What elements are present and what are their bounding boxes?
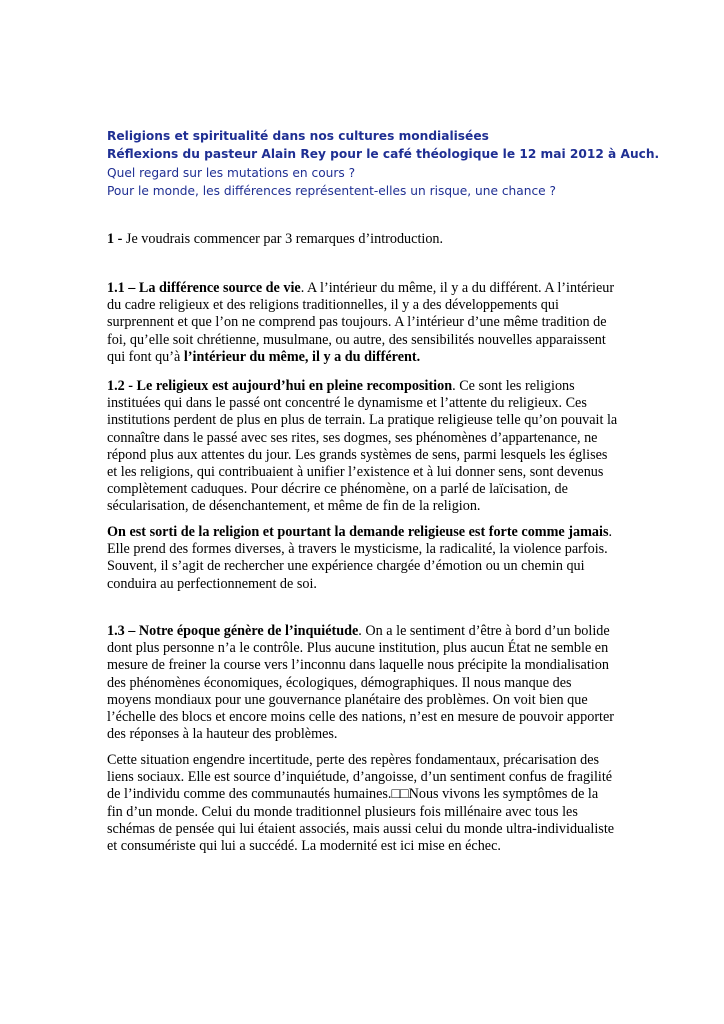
section-1-2-line: et les religions, qui contribuaient à unifier l’existence et à lui donner sens, sont devenus: [107, 464, 604, 481]
intro-number: 1 -: [107, 231, 123, 247]
section-1-3b-line: Cette situation engendre incertitude, perte des repères fondamentaux, précarisation des: [107, 752, 600, 768]
section-1-3b-line: et consumériste qui lui a succédé. La modernité est ici mise en échec.: [107, 838, 501, 855]
section-1-2: [107, 378, 619, 516]
section-1-2-line: complètement caduques. Pour décrire ce phénomène, on a parlé de laïcisation, de: [107, 481, 568, 498]
section-1-1-line: foi, qu’elle soit chrétienne, musulmane, ou autre, des sensibilités nouvelles apparaissent: [107, 331, 606, 348]
section-1-3b-line: de l’individu comme des communautés humaines.□□Nous vivons les symptômes de la: [107, 786, 599, 803]
header-question-2: Pour le monde, les différences représentent-elles un risque, une chance ?: [107, 184, 557, 199]
section-1-2-line: institutions perdent de plus en plus de terrain. La pratique religieuse telle qu’on pouvait la: [107, 412, 618, 429]
section-1-2-line: répond plus aux attentes du jour. Les grands systèmes de sens, parmi lesquels les églises: [107, 446, 608, 463]
section-1-3-line: des phénomènes économiques, écologiques, démographiques. Il nous manque des: [107, 674, 572, 691]
section-1-3b-line: liens sociaux. Elle est source d’inquiétude, d’angoisse, d’un sentiment confus de fragilité: [107, 769, 613, 786]
section-1-1-line: qui font qu’à: [107, 348, 184, 365]
section-1-3-line: moyens mondiaux pour une gouvernance planétaire des problèmes. On voit bien que: [107, 691, 588, 708]
section-1-3-line: . On a le sentiment d’être à bord d’un bolide: [358, 623, 610, 639]
section-1-2b-line: Souvent, il s’agit de rechercher une expérience chargée d’émotion ou un chemin qui: [107, 558, 585, 575]
section-1-3-line: mesure de freiner la course vers l’inconnu dans laquelle nous précipite la mondialisation: [107, 657, 609, 674]
header-subtitle: Réflexions du pasteur Alain Rey pour le café théologique le 12 mai 2012 à Auch.: [107, 147, 660, 162]
section-1-3-continued: [107, 752, 619, 855]
section-1-2-line: connaître dans le passé avec ses rites, ses dogmes, ses phénomènes d’appartenance, ne: [107, 429, 598, 446]
section-1-3: [107, 623, 619, 743]
section-1-3-line: des réponses à la hauteur des problèmes.: [107, 726, 338, 743]
section-1-2b-line: conduira au perfectionnement de soi.: [107, 575, 317, 592]
punctuation: .: [608, 524, 613, 540]
document-header: [107, 127, 707, 201]
section-1-2-continued: [107, 524, 619, 593]
header-title: Religions et spiritualité dans nos cultures mondialisées: [107, 129, 489, 143]
section-1-2-line: . Ce sont les religions: [452, 378, 575, 394]
section-1-3-line: dont plus personne n’a le contrôle. Plus aucune institution, plus aucun État ne semble en: [107, 640, 609, 657]
intro-text: Je voudrais commencer par 3 remarques d’introduction.: [122, 231, 444, 247]
section-1-3-line: l’échelle des blocs et encore moins celle des nations, n’est en mesure de pouvoir apporter: [107, 709, 615, 726]
section-1-1-line: . A l’intérieur du même, il y a du différent. A l’intérieur: [300, 280, 615, 296]
section-1-2-title: 1.2 - Le religieux est aujourd’hui en pleine recomposition: [107, 378, 453, 394]
section-1-2-emphasis: On est sorti de la religion et pourtant la demande religieuse est forte comme jamais: [107, 524, 609, 540]
section-1-2-line: sécularisation, de désenchantement, et même de fin de la religion.: [107, 498, 481, 515]
section-1-2b-line: Elle prend des formes diverses, à travers le mysticisme, la radicalité, la violence parfois.: [107, 541, 608, 558]
section-1-3-title: 1.3 – Notre époque génère de l’inquiétude: [107, 623, 359, 639]
section-1-1-emphasis: l’intérieur du même, il y a du différent.: [183, 348, 421, 365]
intro-paragraph: [107, 231, 619, 248]
section-1-1: [107, 280, 619, 366]
section-1-1-line: du cadre religieux et des religions traditionnelles, il y a des développements qui: [107, 297, 559, 314]
section-1-1-title: 1.1 – La différence source de vie: [107, 280, 301, 296]
section-1-3b-line: fin d’un monde. Celui du monde traditionnel plusieurs fois millénaire avec tous les: [107, 803, 578, 820]
section-1-1-line: surprennent et que l’on ne comprend pas toujours. A l’intérieur d’une même tradition de: [107, 314, 607, 331]
section-1-2-line: instituées qui dans le passé ont concentré le dynamisme et l’attente du religieux. Ces: [107, 395, 587, 412]
section-1-3b-line: schémas de pensée qui lui étaient associés, mais aussi celui du monde ultra-individualiste: [107, 820, 615, 837]
header-question-1: Quel regard sur les mutations en cours ?: [107, 165, 356, 180]
